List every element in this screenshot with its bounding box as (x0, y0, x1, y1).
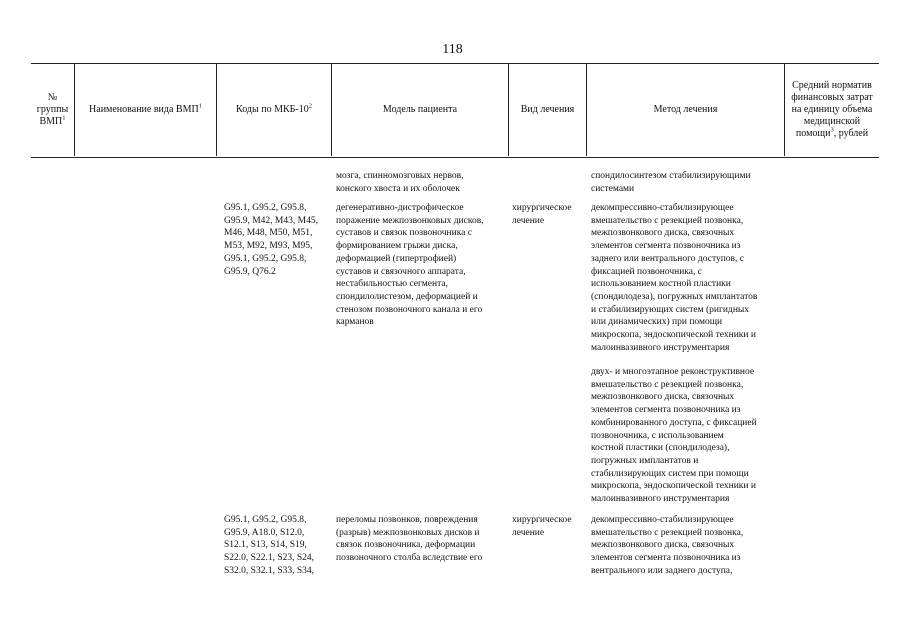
cell-patient-model: мозга, спинномозговых нервов, конского хвоста и их оболочек (336, 171, 464, 194)
cell-patient-model: дегенеративно-дистрофическое поражение межпозвонковых дисков, суставов и связок позвоночника с формированием грыжи диска, деформацией (гипертрофией) суставов и связочного аппарата, нестабильностью сегмента, спондилолистезом, деформацией и стенозом позвоночного канала и его карманов (336, 203, 484, 328)
cell-patient-model: переломы позвонков, повреждения (разрыв) межпозвонковых дисков и связок позвоночника, деформации позвоночного столба вследствие его (336, 515, 483, 564)
cell-icd-codes: G95.1, G95.2, G95.8, G95.9, A18.0, S12.0, S12.1, S13, S14, S19, S22.0, S22.1, S23, S24, S32.0, S32.1, S33, S34, (224, 515, 315, 576)
header-group-no: № группы ВМП$^1$ (36, 91, 69, 127)
page-number: 118 (442, 42, 463, 57)
column-divider (784, 63, 785, 156)
cell-treatment-method: декомпрессивно-стабилизирующее вмешательство с резекцией позвонка, межпозвонкового диска, связочных элементов сегмента позвоночника из заднего или вентрального доступов, с фиксацией позвоночника, с использованием костной пластики (спондилодеза), погружных имплантатов и стабилизирующих систем (ригидных или динамических) при помощи микроскопа, эндоскопической техники и малоинвазивного инструментария (591, 203, 758, 353)
cell-treatment-type: хирургическое лечение (512, 203, 572, 226)
header-treatment-type: Вид лечения (520, 103, 575, 115)
cell-treatment-type: хирургическое лечение (512, 515, 572, 538)
header-patient-model: Модель пациента (382, 103, 458, 115)
header-cost: Средний норматив финансовых затрат на единицу объема медицинской помощи$^3$, рублей (791, 79, 873, 139)
header-type-name: Наименование вида ВМП$^1$ (89, 102, 202, 115)
cell-icd-codes: G95.1, G95.2, G95.8, G95.9, M42, M43, M45, M46, M48, M50, M51, M53, M92, M93, M95, G95.1, G95.2, G95.8, G95.9, Q76.2 (224, 203, 318, 277)
cell-treatment-method: двух- и многоэтапное реконструктивное вмешательство с резекцией позвонка, межпозвонкового диска, связочных элементов сегмента позвоночника из комбинированного доступа, с фиксацией позвоночника, с использованием костной пластики (спондилодеза), погружных имплантатов и стабилизирующих систем при помощи микроскопа, эндоскопической техники и малоинвазивного инструментария (591, 367, 757, 505)
cell-treatment-method: декомпрессивно-стабилизирующее вмешательство с резекцией позвонка, межпозвонкового диска, связочных элементов сегмента позвоночника из вентрального или заднего доступа, (591, 515, 744, 576)
header-icd-codes: Коды по МКБ-$10^2$ (236, 102, 312, 115)
cell-treatment-method: спондилосинтезом стабилизирующими системами (591, 171, 751, 194)
header-treatment-method: Метод лечения (653, 103, 718, 115)
